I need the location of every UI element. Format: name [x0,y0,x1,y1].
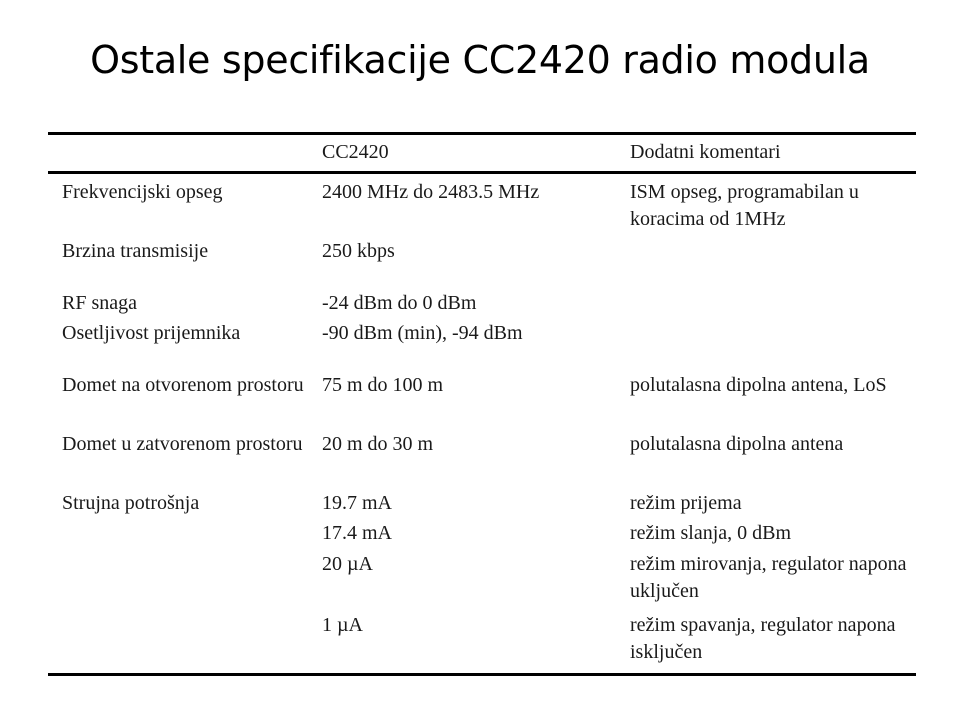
header-value: CC2420 [322,141,389,163]
cell-comment: polutalasna dipolna antena, LoS [630,374,887,396]
cell-comment: režim prijema [630,492,742,514]
cell-parameter: Domet na otvorenom prostoru [62,374,304,396]
cell-value: 17.4 mA [322,522,392,544]
header-comment: Dodatni komentari [630,141,781,163]
cell-comment: režim slanja, 0 dBm [630,522,792,544]
cell-value: 20 µA [322,553,373,575]
cell-value: 2400 MHz do 2483.5 MHz [322,181,540,203]
cell-comment: režim mirovanja, regulator napona uključen [630,553,907,602]
cell-comment: polutalasna dipolna antena [630,433,844,455]
cell-value: 250 kbps [322,240,395,262]
cell-parameter: Domet u zatvorenom prostoru [62,433,303,455]
cell-value: 19.7 mA [322,492,392,514]
cell-value: 1 µA [322,614,363,636]
cell-parameter: Osetljivost prijemnika [62,322,241,344]
cell-comment: režim spavanja, regulator napona isključen [630,614,896,663]
cell-value: -24 dBm do 0 dBm [322,292,477,314]
cell-parameter: Strujna potrošnja [62,492,200,514]
table-header-row [48,135,916,174]
cell-parameter: RF snaga [62,292,137,314]
cell-parameter: Brzina transmisije [62,240,209,262]
cell-value: 20 m do 30 m [322,433,434,455]
cell-parameter: Frekvencijski opseg [62,181,223,203]
slide-title: Ostale specifikacije CC2420 radio modula [90,38,870,82]
cell-value: -90 dBm (min), -94 dBm [322,322,523,344]
cell-comment: ISM opseg, programabilan u koracima od 1MHz [630,181,859,230]
cell-value: 75 m do 100 m [322,374,444,396]
spec-table [48,132,916,676]
table-body [48,174,916,673]
